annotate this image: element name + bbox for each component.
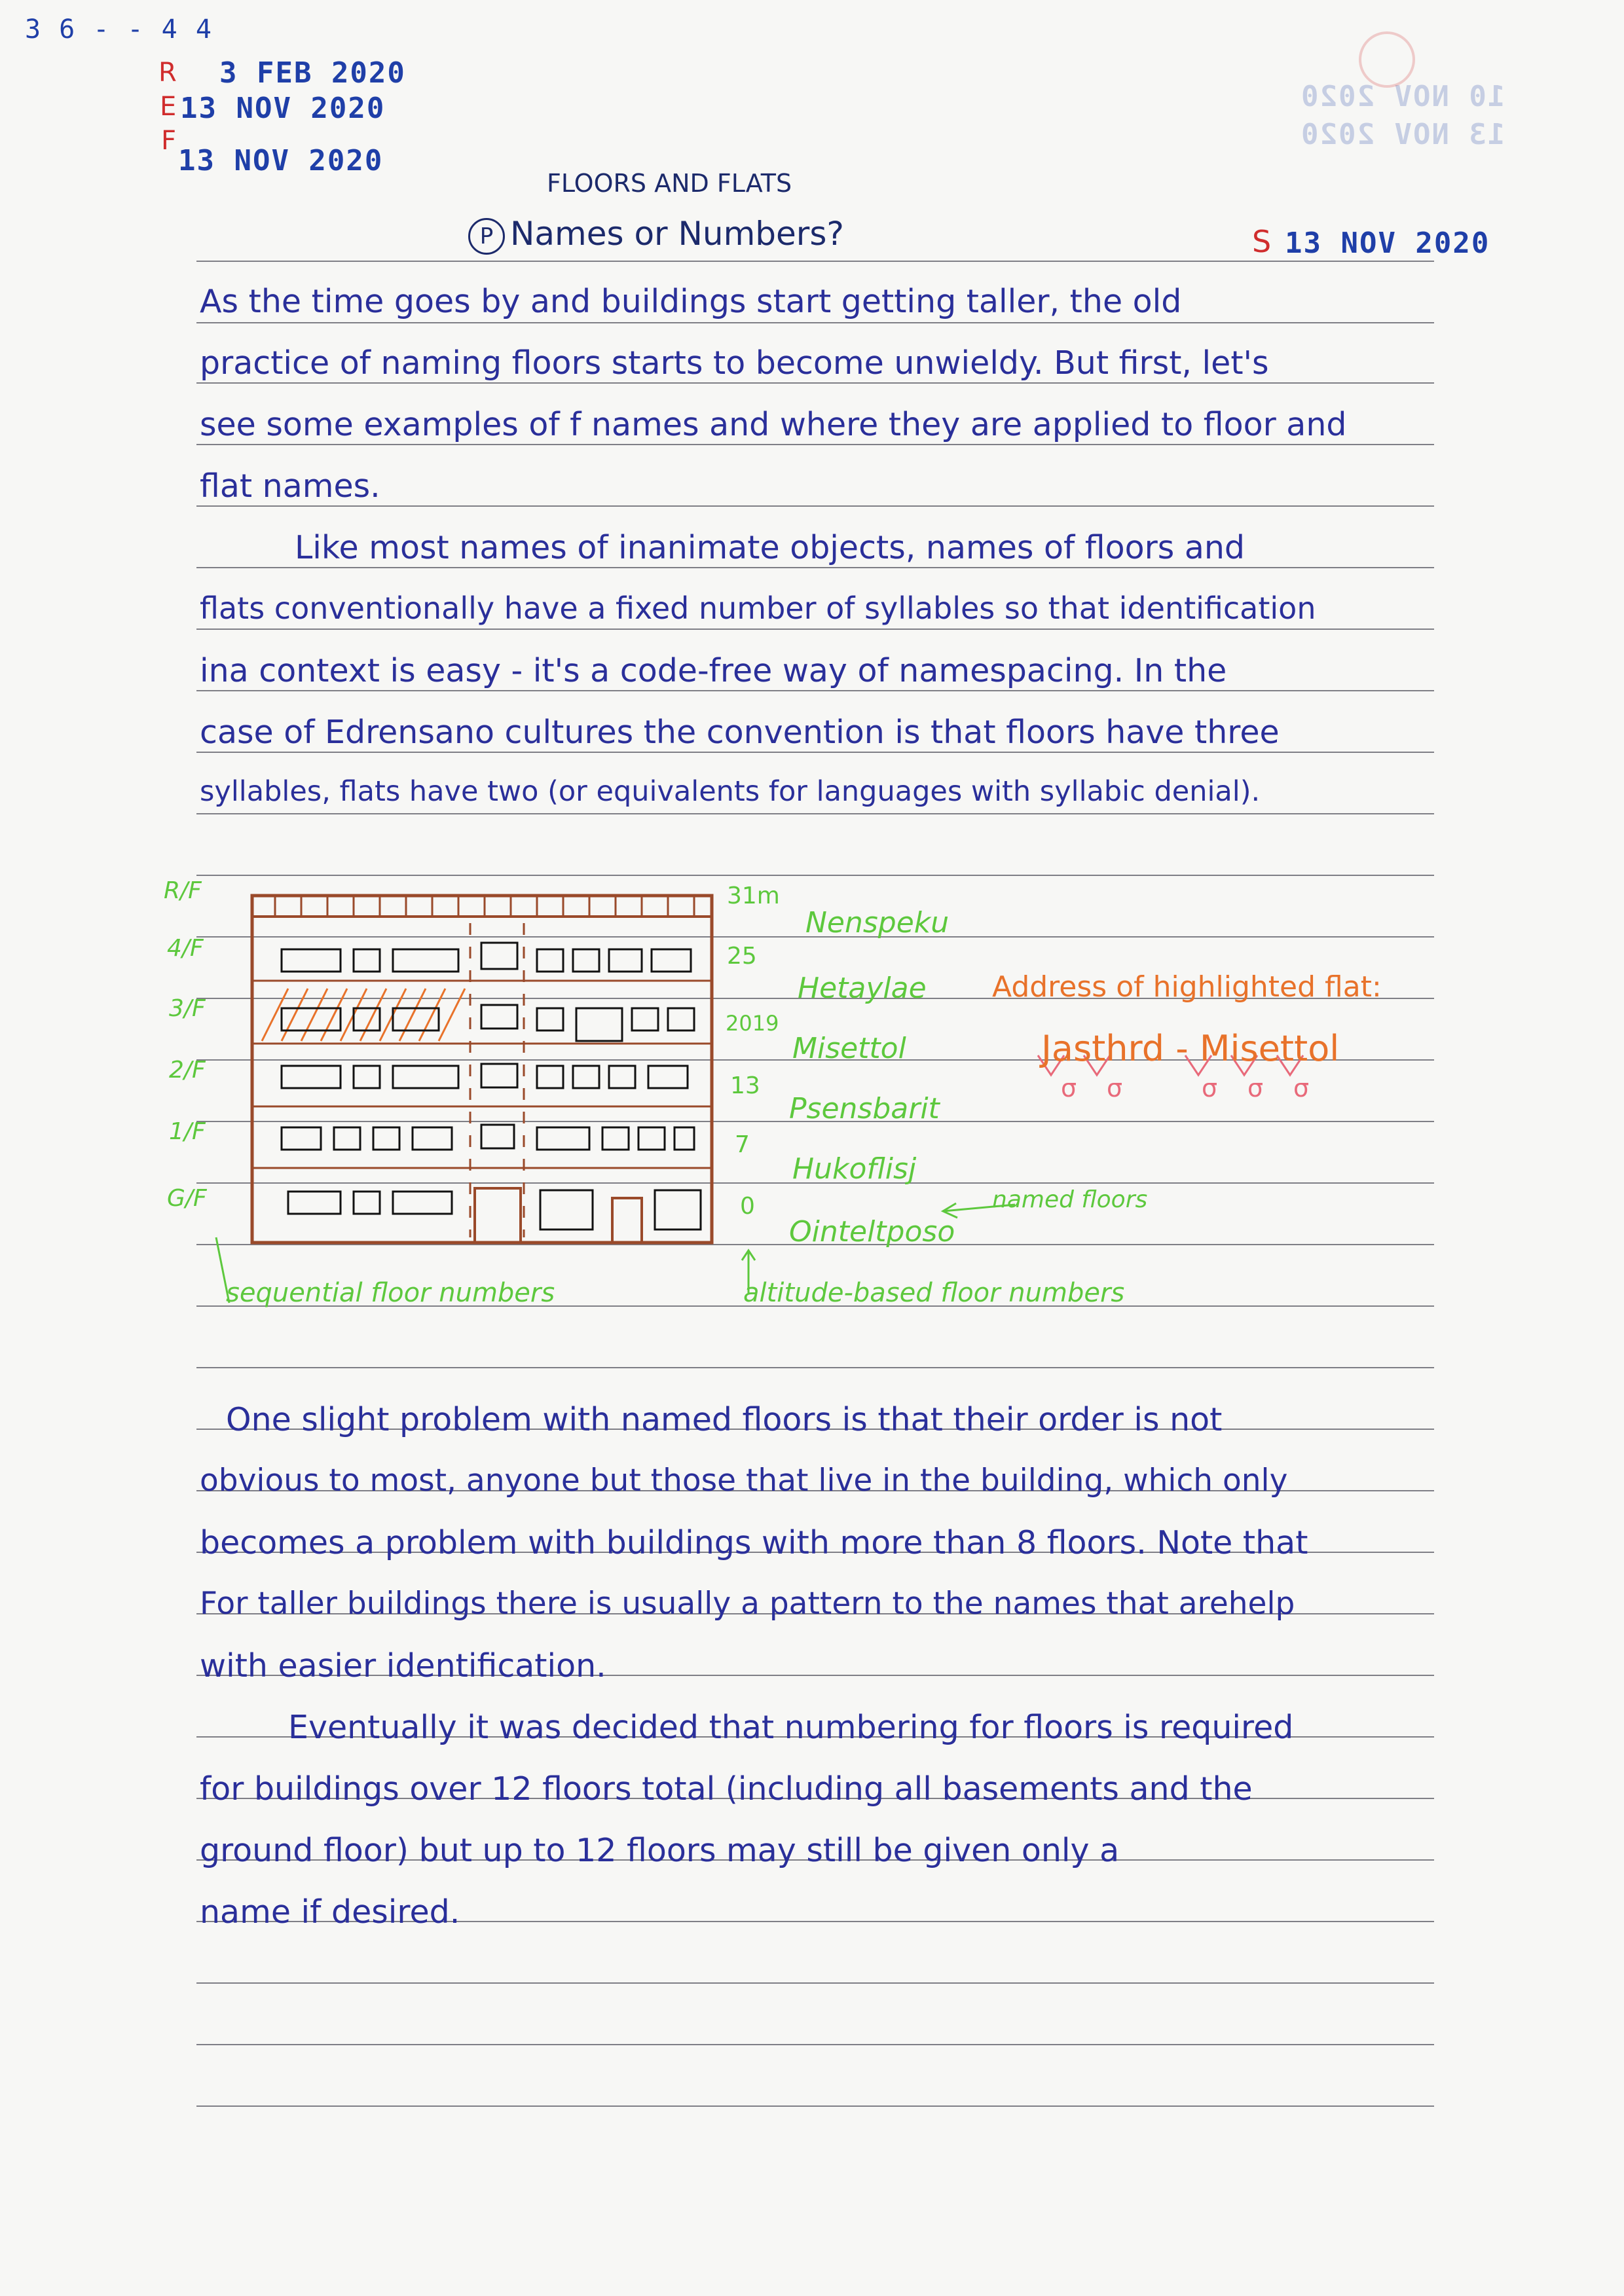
syllable-mark-4: σ — [1247, 1074, 1264, 1102]
floor-label-rf: R/F — [164, 877, 202, 904]
page-title: FLOORS AND FLATS — [547, 169, 792, 198]
date-stamp-nov-1: 13 NOV 2020 — [180, 92, 386, 125]
paragraph-1-line-2: practice of naming floors starts to become unwieldy. But first, let's — [200, 344, 1269, 382]
s-stamp-letter: S — [1252, 224, 1272, 259]
paragraph-3-line-5: with easier identification. — [200, 1647, 606, 1685]
paragraph-3-line-1: One slight problem with named floors is that their order is not — [226, 1401, 1223, 1438]
syllable-mark-2: σ — [1107, 1074, 1123, 1102]
paragraph-2-line-3: ina context is easy - it's a code-free way of namespacing. In the — [200, 652, 1227, 689]
altitude-label-gf: 0 — [740, 1193, 755, 1220]
altitude-label-3f: 2019 — [726, 1011, 779, 1036]
paragraph-2-line-2: flats conventionally have a fixed number of syllables so that identification — [200, 591, 1316, 626]
altitude-label-rf: 31m — [727, 883, 780, 909]
syllable-mark-1: σ — [1061, 1074, 1077, 1102]
address-value: Jasthrd - Misettol — [1041, 1028, 1340, 1069]
paragraph-4-line-2: for buildings over 12 floors total (including all basements and the — [200, 1770, 1253, 1808]
altitude-label-4f: 25 — [727, 943, 757, 970]
floor-name-gf: Ointeltposo — [789, 1215, 955, 1248]
paragraph-1-line-3: see some examples of f names and where they are applied to floor and — [200, 406, 1347, 443]
floor-label-4f: 4/F — [167, 935, 204, 962]
paragraph-3-line-3: becomes a problem with buildings with more than 8 floors. Note that — [200, 1524, 1308, 1561]
floor-name-4f: Hetaylae — [798, 972, 927, 1005]
floor-label-2f: 2/F — [169, 1057, 206, 1084]
syllable-mark-5: σ — [1293, 1074, 1310, 1102]
paragraph-1-line-1: As the time goes by and buildings start getting taller, the old — [200, 283, 1182, 320]
named-floors-caption: named floors — [992, 1186, 1148, 1213]
paragraph-4-line-1: Eventually it was decided that numbering for floors is required — [288, 1709, 1294, 1746]
circle-letter: P — [468, 218, 505, 255]
syllable-mark-3: σ — [1202, 1074, 1218, 1102]
paragraph-1-line-4: flat names. — [200, 467, 380, 505]
floor-name-1f: Hukoflisj — [792, 1152, 917, 1186]
floor-label-1f: 1/F — [169, 1118, 206, 1145]
altitude-label-1f: 7 — [735, 1131, 750, 1158]
floor-label-gf: G/F — [167, 1185, 207, 1212]
ghost-stamp-1: 10 NOV 2020 — [1300, 80, 1505, 113]
floor-label-3f: 3/F — [169, 995, 206, 1022]
floor-name-rf: Nenspeku — [805, 906, 950, 939]
sequential-floor-numbers-caption: sequential floor numbers — [226, 1278, 555, 1308]
page-number-stamp: 3 6 - - 4 4 — [25, 14, 213, 45]
paragraph-4-line-4: name if desired. — [200, 1893, 460, 1931]
paragraph-2-line-4: case of Edrensano cultures the convention is that floors have three — [200, 714, 1280, 751]
ref-letter-e: E — [160, 92, 177, 122]
date-stamp-nov-2: 13 NOV 2020 — [178, 144, 384, 177]
floor-name-3f: Misettol — [792, 1032, 906, 1065]
ref-letter-r: R — [158, 58, 177, 88]
paragraph-3-line-4: For taller buildings there is usually a pattern to the names that arehelp — [200, 1586, 1295, 1622]
altitude-label-2f: 13 — [730, 1072, 760, 1099]
floor-name-2f: Psensbarit — [789, 1092, 940, 1125]
paragraph-2-line-1: Like most names of inanimate objects, names of floors and — [295, 529, 1246, 566]
ghost-stamp-2: 13 NOV 2020 — [1300, 118, 1505, 151]
ref-letter-f: F — [161, 126, 177, 156]
paragraph-3-line-2: obvious to most, anyone but those that live in the building, which only — [200, 1463, 1288, 1499]
altitude-floor-numbers-caption: altitude-based floor numbers — [743, 1278, 1125, 1308]
address-label: Address of highlighted flat: — [992, 970, 1382, 1004]
paragraph-4-line-3: ground floor) but up to 12 floors may still be given only a — [200, 1832, 1120, 1869]
s-date-stamp: 13 NOV 2020 — [1285, 227, 1490, 260]
date-stamp-feb: 3 FEB 2020 — [219, 56, 406, 90]
subtitle-text: Names or Numbers? — [510, 215, 844, 253]
paragraph-2-line-5: syllables, flats have two (or equivalents for languages with syllabic denial). — [200, 775, 1261, 808]
